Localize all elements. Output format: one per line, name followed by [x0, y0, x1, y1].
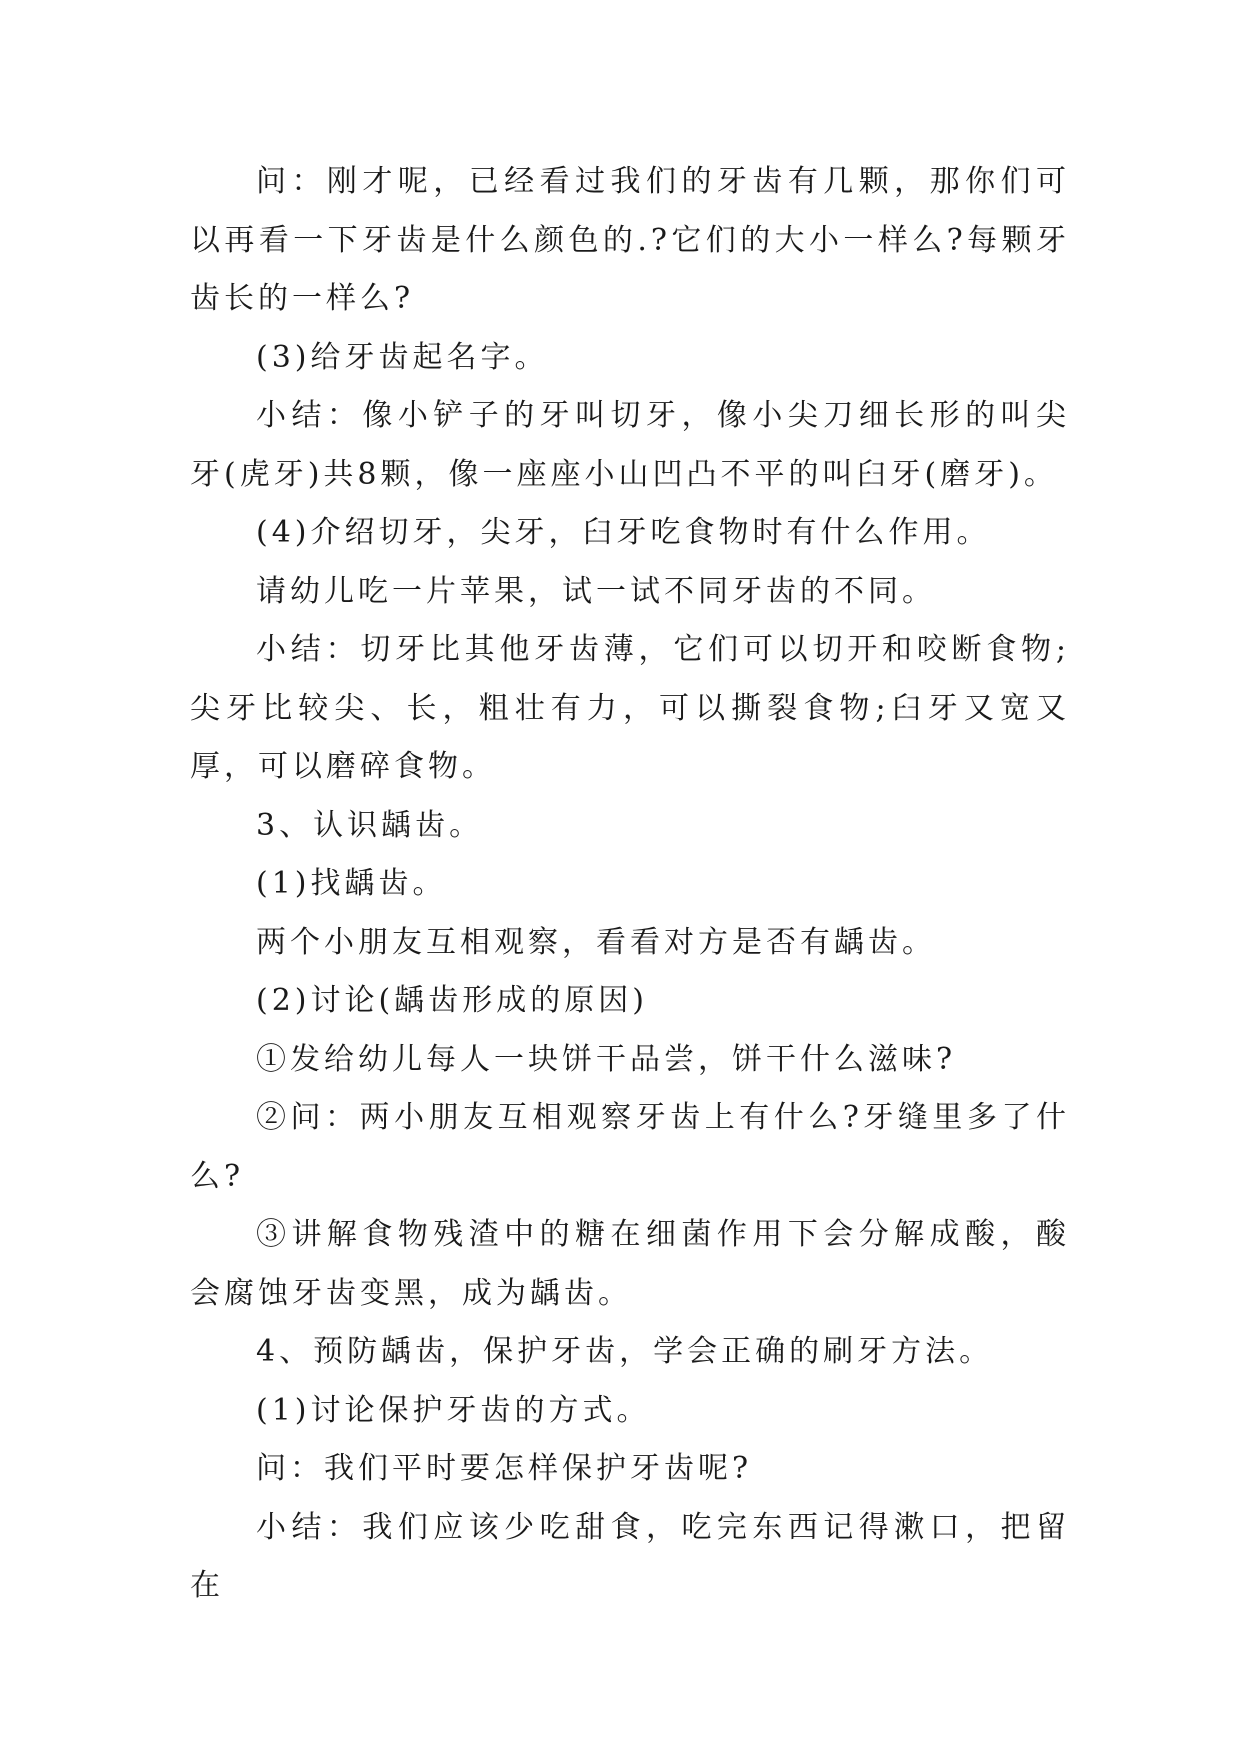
paragraph: 问：刚才呢，已经看过我们的牙齿有几颗，那你们可以再看一下牙齿是什么颜色的.?它们的大小一样么?每颗牙齿长的一样么? — [190, 164, 1070, 316]
document-body — [190, 153, 1070, 1616]
paragraph: (1)找龋齿。 — [256, 866, 447, 901]
paragraph: ②问：两小朋友互相观察牙齿上有什么?牙缝里多了什么? — [190, 1100, 1070, 1194]
paragraph: (2)讨论(龋齿形成的原因) — [256, 983, 648, 1018]
paragraph: (4)介绍切牙，尖牙，臼牙吃食物时有什么作用。 — [256, 515, 991, 550]
paragraph: 小结：像小铲子的牙叫切牙，像小尖刀细长形的叫尖牙(虎牙)共8颗，像一座座小山凹凸不平的叫臼牙(磨牙)。 — [190, 398, 1070, 492]
paragraph: 小结：切牙比其他牙齿薄，它们可以切开和咬断食物;尖牙比较尖、长，粗壮有力，可以撕裂食物;臼牙又宽又厚，可以磨碎食物。 — [190, 632, 1070, 784]
paragraph: 小结：我们应该少吃甜食，吃完东西记得漱口，把留在 — [190, 1509, 1070, 1603]
paragraph: 两个小朋友互相观察，看看对方是否有龋齿。 — [256, 924, 936, 960]
paragraph: 问：我们平时要怎样保护牙齿呢? — [256, 1451, 753, 1486]
section-heading: 3、认识龋齿。 — [256, 807, 484, 843]
paragraph: ①发给幼儿每人一块饼干品尝，饼干什么滋味? — [256, 1041, 957, 1077]
paragraph: ③讲解食物残渣中的糖在细菌作用下会分解成酸，酸会腐蚀牙齿变黑，成为龋齿。 — [190, 1217, 1070, 1311]
paragraph: (3)给牙齿起名字。 — [256, 339, 549, 375]
section-heading: 4、预防龋齿，保护牙齿，学会正确的刷牙方法。 — [256, 1334, 994, 1369]
paragraph: (1)讨论保护牙齿的方式。 — [256, 1392, 651, 1428]
paragraph: 请幼儿吃一片苹果，试一试不同牙齿的不同。 — [256, 573, 936, 609]
